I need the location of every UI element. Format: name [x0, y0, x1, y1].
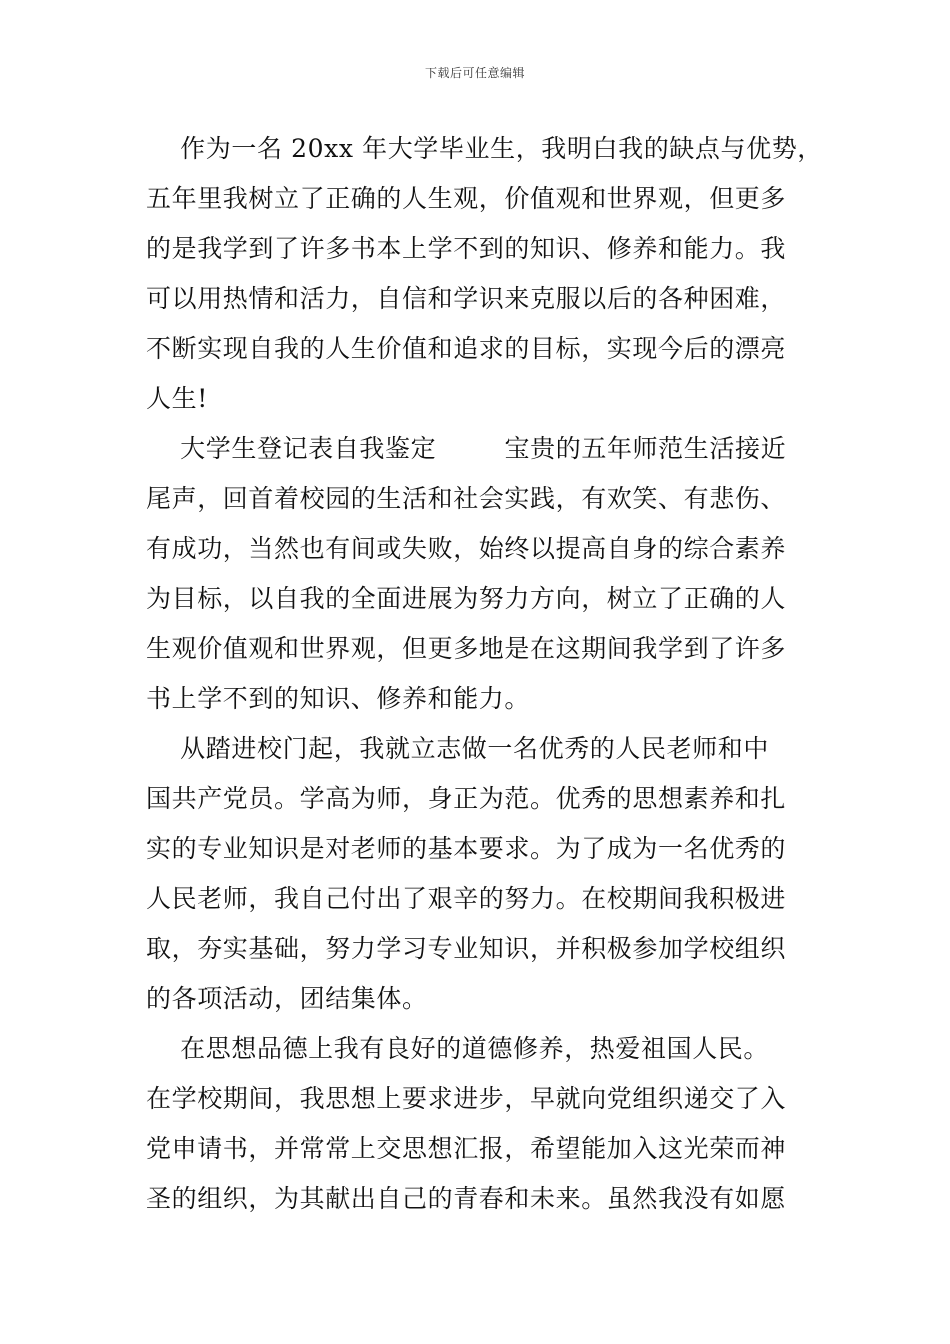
text-line: 的是我学到了许多书本上学不到的知识、修养和能力。我	[146, 234, 787, 263]
text-line: 人民老师，我自己付出了艰辛的努力。在校期间我积极进	[146, 884, 787, 913]
text-line: 大学生登记表自我鉴定 宝贵的五年师范生活接近	[146, 434, 787, 463]
text-line: 在思想品德上我有良好的道德修养，热爱祖国人民。	[146, 1034, 769, 1063]
text-line: 在学校期间，我思想上要求进步，早就向党组织递交了入	[146, 1084, 787, 1113]
text-line: 不断实现自我的人生价值和追求的目标，实现今后的漂亮	[146, 334, 787, 363]
header-note: 下载后可任意编辑	[424, 66, 525, 80]
text-line: 可以用热情和活力，自信和学识来克服以后的各种困难，	[146, 284, 787, 313]
text-line: 作为一名 20xx 年大学毕业生，我明白我的缺点与优势，	[146, 134, 823, 163]
text-line: 国共产党员。学高为师，身正为范。优秀的思想素养和扎	[146, 784, 787, 813]
text-line: 的各项活动，团结集体。	[146, 984, 428, 1013]
text-line: 从踏进校门起，我就立志做一名优秀的人民老师和中	[146, 734, 769, 763]
text-line: 五年里我树立了正确的人生观，价值观和世界观，但更多	[146, 184, 787, 213]
text-line: 为目标，以自我的全面进展为努力方向，树立了正确的人	[146, 584, 787, 613]
text-line: 党申请书，并常常上交思想汇报，希望能加入这光荣而神	[146, 1134, 787, 1163]
text-line: 实的专业知识是对老师的基本要求。为了成为一名优秀的	[146, 834, 787, 863]
text-line: 书上学不到的知识、修养和能力。	[146, 684, 531, 713]
text-line: 圣的组织，为其献出自己的青春和未来。虽然我没有如愿	[146, 1184, 787, 1213]
text-line: 取，夯实基础，努力学习专业知识，并积极参加学校组织	[146, 934, 787, 963]
text-line: 有成功，当然也有间或失败，始终以提高自身的综合素养	[146, 534, 787, 563]
text-line: 尾声，回首着校园的生活和社会实践，有欢笑、有悲伤、	[146, 484, 787, 513]
text-line: 人生!	[146, 384, 208, 413]
body-text	[146, 124, 823, 1224]
text-line: 生观价值观和世界观，但更多地是在这期间我学到了许多	[146, 634, 787, 663]
